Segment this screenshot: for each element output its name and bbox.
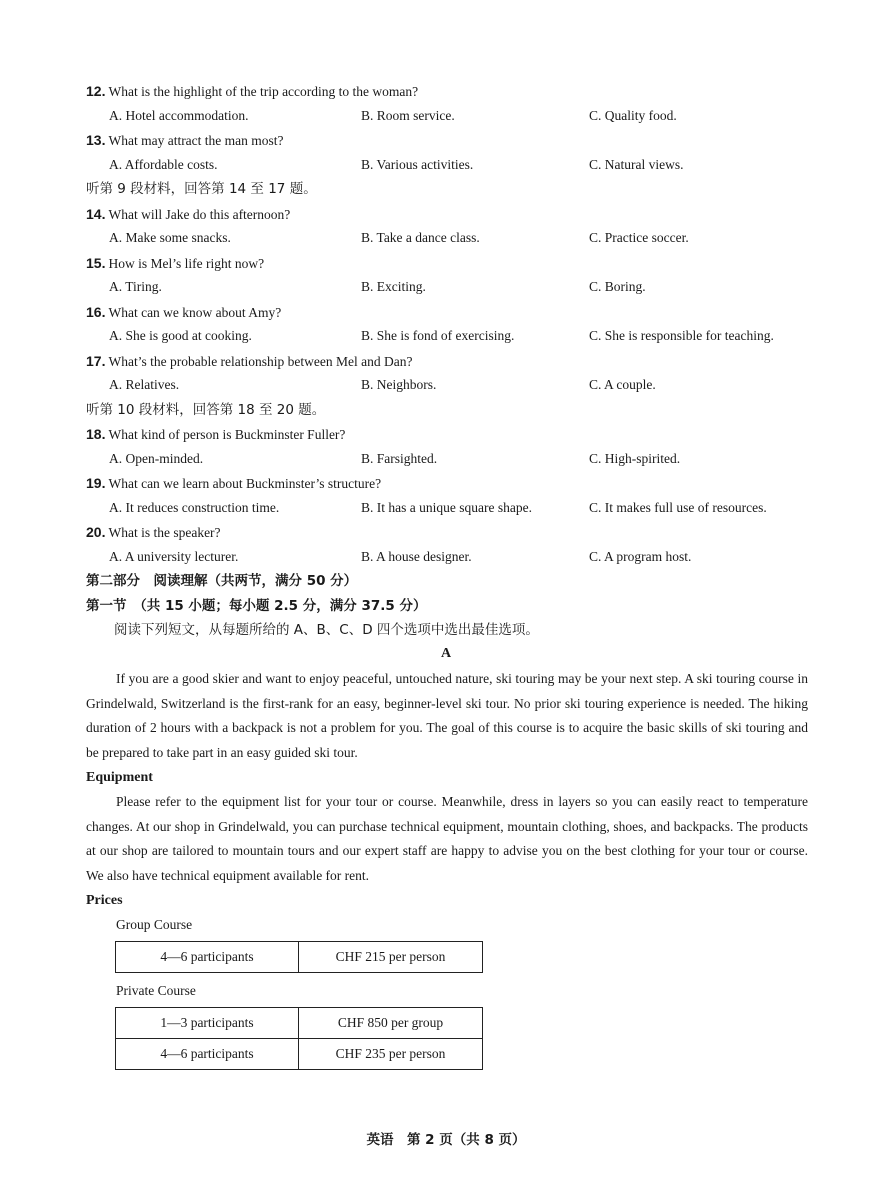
option-b: B. It has a unique square shape. <box>361 500 532 515</box>
question-15 <box>86 254 264 273</box>
option-c: C. A couple. <box>589 377 656 392</box>
participants-cell: 1—3 participants <box>116 1008 299 1039</box>
question-number: 13. <box>86 132 106 148</box>
option-a: A. She is good at cooking. <box>109 328 252 343</box>
price-cell: CHF 215 per person <box>299 942 483 973</box>
option-a: A. Open-minded. <box>109 451 204 466</box>
listening-instruction-9: 听第 9 段材料，回答第 14 至 17 题。 <box>86 181 317 197</box>
question-number: 12. <box>86 83 106 99</box>
participants-cell: 4—6 participants <box>116 1039 299 1070</box>
question-number: 14. <box>86 206 106 222</box>
option-b: B. She is fond of exercising. <box>361 328 515 343</box>
question-text: What is the speaker? <box>108 525 221 540</box>
question-text: What can we learn about Buckminster’s structure? <box>108 476 382 491</box>
question-number: 17. <box>86 353 106 369</box>
option-a: A. Tiring. <box>109 279 162 294</box>
question-text: What’s the probable relationship between Mel and Dan? <box>108 354 413 369</box>
question-text: What is the highlight of the trip according to the woman? <box>108 84 419 99</box>
passage-label: A <box>440 646 452 661</box>
option-a: A. It reduces construction time. <box>109 500 280 515</box>
price-cell: CHF 850 per group <box>299 1008 483 1039</box>
question-17 <box>86 352 413 371</box>
option-c: C. Natural views. <box>589 157 684 172</box>
option-a: A. Affordable costs. <box>109 157 218 172</box>
option-b: B. Farsighted. <box>361 451 438 466</box>
option-c: C. Quality food. <box>589 108 677 123</box>
option-c: C. It makes full use of resources. <box>589 500 767 515</box>
private-course-label: Private Course <box>116 983 196 998</box>
question-19 <box>86 474 381 493</box>
option-c: C. Boring. <box>589 279 646 294</box>
option-a: A. Relatives. <box>109 377 180 392</box>
question-16 <box>86 303 281 322</box>
question-text: What kind of person is Buckminster Fuller? <box>108 427 346 442</box>
question-text: What can we know about Amy? <box>108 305 282 320</box>
part-title: 第二部分 阅读理解（共两节，满分 50 分） <box>86 573 358 589</box>
question-12 <box>86 82 418 101</box>
price-cell: CHF 235 per person <box>299 1039 483 1070</box>
option-b: B. Room service. <box>361 108 455 123</box>
equipment-paragraph: Please refer to the equipment list for your tour or course. Meanwhile, dress in layers so you can easily react to temperature changes. At our shop in Grindelwald, you can purchase technical equipment, mountain clothing, shoes, and backpacks. The products at our shop are tailored to mountain tours and our expert staff are happy to advise you on the best clothing for your tour or course. We also have technical equipment available for rent. <box>86 794 808 883</box>
option-a: A. A university lecturer. <box>109 549 239 564</box>
question-13 <box>86 131 284 150</box>
option-b: B. Exciting. <box>361 279 426 294</box>
option-c: C. High-spirited. <box>589 451 681 466</box>
question-number: 19. <box>86 475 106 491</box>
table-row <box>116 942 483 973</box>
option-c: C. A program host. <box>589 549 692 564</box>
question-text: What may attract the man most? <box>108 133 284 148</box>
listening-instruction-10: 听第 10 段材料，回答第 18 至 20 题。 <box>86 402 326 418</box>
option-b: B. Neighbors. <box>361 377 437 392</box>
question-20 <box>86 523 221 542</box>
option-a: A. Make some snacks. <box>109 230 231 245</box>
question-number: 20. <box>86 524 106 540</box>
question-number: 18. <box>86 426 106 442</box>
option-b: B. Various activities. <box>361 157 474 172</box>
participants-cell: 4—6 participants <box>116 942 299 973</box>
option-b: B. A house designer. <box>361 549 472 564</box>
option-c: C. She is responsible for teaching. <box>589 328 774 343</box>
question-text: How is Mel’s life right now? <box>108 256 265 271</box>
option-b: B. Take a dance class. <box>361 230 480 245</box>
intro-paragraph: If you are a good skier and want to enjoy peaceful, untouched nature, ski touring may be your next step. A ski touring course in Grindelwald, Switzerland is the first-rank for an easy, beginner-level ski tour. No prior ski touring experience is needed. The hiking duration of 2 hours with a backpack is not a problem for you. The goal of this course is to acquire the basic skills of ski touring and be prepared to take part in an easy guided ski tour. <box>86 671 808 760</box>
group-course-label: Group Course <box>116 917 193 932</box>
group-price-table <box>115 941 483 973</box>
question-text: What will Jake do this afternoon? <box>108 207 291 222</box>
option-c: C. Practice soccer. <box>589 230 689 245</box>
question-number: 15. <box>86 255 106 271</box>
prices-heading: Prices <box>86 893 123 908</box>
table-row <box>116 1039 483 1070</box>
question-number: 16. <box>86 304 106 320</box>
option-a: A. Hotel accommodation. <box>109 108 249 123</box>
section-title: 第一节 （共 15 小题；每小题 2.5 分，满分 37.5 分） <box>86 598 427 614</box>
reading-instruction: 阅读下列短文，从每题所给的 A、B、C、D 四个选项中选出最佳选项。 <box>114 622 539 638</box>
table-row <box>116 1008 483 1039</box>
private-price-table <box>115 1007 483 1070</box>
question-18 <box>86 425 345 444</box>
question-14 <box>86 205 290 224</box>
equipment-heading: Equipment <box>86 770 153 785</box>
page-footer: 英语 第 2 页（共 8 页） <box>366 1132 526 1148</box>
